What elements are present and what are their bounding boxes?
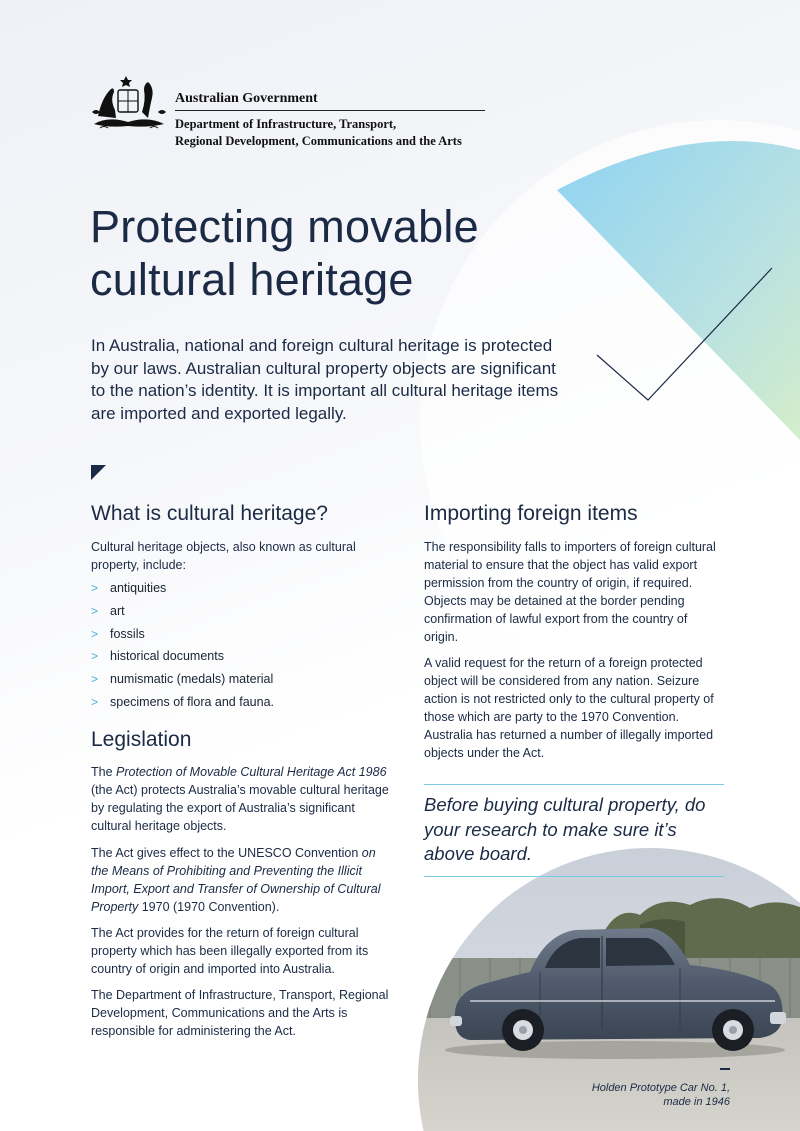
pull-quote: Before buying cultural property, do your research to make sure it’s above board.	[424, 794, 706, 864]
quote-top-rule	[424, 784, 724, 785]
header-divider	[175, 110, 485, 111]
chevron-right-icon: >	[91, 581, 99, 595]
importing-heading: Importing foreign items	[424, 502, 638, 525]
quote-bottom-rule	[424, 876, 724, 877]
caption-line-1: Holden Prototype Car No. 1,	[591, 1082, 730, 1094]
legislation-paragraph-3: The Act provides for the return of foreign cultural property which has been illegally exported from its country of origin and imported into Australia.	[91, 926, 369, 976]
caption-dash	[720, 1068, 730, 1070]
chevron-right-icon: >	[91, 626, 99, 641]
heritage-items-list	[91, 579, 391, 716]
photo-caption	[592, 1081, 730, 1109]
list-item: > historical documents	[91, 649, 224, 664]
what-is-heading: What is cultural heritage?	[91, 502, 328, 525]
what-is-lead: Cultural heritage objects, also known as cultural property, include:	[91, 540, 356, 572]
chevron-right-icon: >	[91, 603, 99, 618]
coat-of-arms-logo	[88, 72, 170, 136]
corner-triangle-icon	[91, 465, 107, 481]
list-item: > numismatic (medals) material	[91, 672, 274, 687]
legislation-paragraph-1: The Protection of Movable Cultural Heritage Act 1986 (the Act) protects Australia’s movable cultural heritage by regulating the export of Australia’s significant cultural heritage objects.	[91, 765, 389, 833]
chevron-right-icon: >	[91, 672, 99, 687]
legislation-paragraph-2: The Act gives effect to the UNESCO Convention on the Means of Prohibiting and Preventing the Illicit Import, Export and Transfer of Ownership of Cultural Property 1970 (1970 Convention).	[91, 846, 381, 914]
list-item: > art	[91, 603, 125, 618]
department-name-line-1: Department of Infrastructure, Transport,	[175, 117, 397, 131]
intro-paragraph: In Australia, national and foreign cultural heritage is protected by our laws. Australian cultural property objects are significant to the nation’s identity. It is important all cultural heritage items are imported and exported legally.	[91, 336, 559, 423]
legislation-heading: Legislation	[91, 728, 192, 751]
importing-paragraph-2: A valid request for the return of a foreign protected object will be considered from any nation. Seizure action is not restricted only to the cultural property of those which are party to the 1970 Convention. Australia has returned a number of illegally imported objects under the Act.	[424, 656, 714, 760]
list-item: > fossils	[91, 626, 145, 641]
page-title	[90, 200, 550, 306]
importing-paragraph-1: The responsibility falls to importers of foreign cultural material to ensure that the object has valid export permission from the country of origin, if required. Objects may be detained at the border pending confirmation of lawful export from the country of origin.	[424, 540, 716, 644]
chevron-right-icon: >	[91, 694, 99, 709]
legislation-paragraph-4: The Department of Infrastructure, Transport, Regional Development, Communications and the Arts is responsible for administering the Act.	[91, 988, 389, 1038]
list-item: > antiquities	[91, 581, 167, 595]
list-item: > specimens of flora and fauna.	[91, 694, 274, 709]
chevron-right-icon: >	[91, 649, 99, 664]
department-name-line-2: Regional Development, Communications and the Arts	[175, 134, 462, 148]
government-name: Australian Government	[175, 91, 318, 106]
caption-line-2: made in 1946	[663, 1096, 730, 1108]
title-line-1: Protecting movable	[90, 201, 479, 252]
title-line-2: cultural heritage	[90, 254, 414, 305]
